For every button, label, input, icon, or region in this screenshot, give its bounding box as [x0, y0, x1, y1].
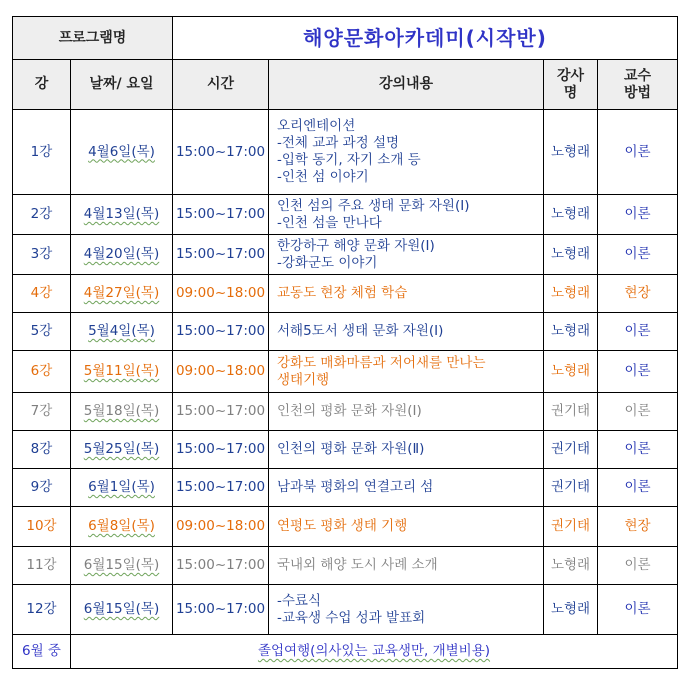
time-cell-text: 15:00~17:00	[175, 143, 266, 160]
instructor-cell-text: 노형래	[550, 363, 591, 379]
header-method: 교수 방법	[598, 60, 678, 110]
content-cell-text: 인천의 평화 문화 자원(Ⅱ)	[277, 441, 425, 457]
instructor-cell	[544, 275, 598, 313]
footer-when: 6월 중	[13, 635, 71, 669]
date-cell	[71, 235, 173, 275]
content-cell-text: 남과북 평화의 연결고리 섬	[277, 479, 434, 495]
table-row	[13, 110, 678, 195]
method-cell-text: 이론	[624, 601, 651, 617]
method-cell	[598, 431, 678, 469]
header-content: 강의내용	[269, 60, 544, 110]
time-cell-text: 09:00~18:00	[175, 285, 266, 301]
session-cell-text: 8강	[30, 441, 53, 457]
table-row	[13, 235, 678, 275]
footer-text	[71, 635, 678, 669]
content-cell-text: 국내외 해양 도시 사례 소개	[277, 557, 438, 573]
content-cell-text: 교동도 현장 체험 학습	[277, 285, 408, 301]
instructor-cell	[544, 469, 598, 507]
method-cell-text: 현장	[624, 518, 651, 534]
method-cell	[598, 469, 678, 507]
instructor-cell	[544, 547, 598, 585]
footer-text-label: 졸업여행(의사있는 교육생만, 개별비용)	[257, 643, 491, 659]
session-cell	[13, 585, 71, 635]
content-cell	[269, 235, 544, 275]
time-cell-text: 15:00~17:00	[175, 206, 266, 222]
content-cell	[269, 313, 544, 351]
method-cell	[598, 547, 678, 585]
session-cell	[13, 275, 71, 313]
program-title: 해양문화아카데미(시작반)	[173, 17, 678, 60]
date-cell	[71, 469, 173, 507]
date-cell	[71, 393, 173, 431]
content-cell	[269, 110, 544, 195]
time-cell	[173, 507, 269, 547]
instructor-cell-text: 노형래	[550, 557, 591, 573]
session-cell-text: 1강	[30, 143, 53, 160]
date-cell-text: 5월25일(목)	[83, 441, 160, 457]
time-cell	[173, 585, 269, 635]
date-cell-text: 5월18일(목)	[83, 403, 160, 419]
method-cell-text: 이론	[624, 441, 651, 457]
time-cell	[173, 195, 269, 235]
method-cell	[598, 507, 678, 547]
table-row	[13, 507, 678, 547]
method-cell-text: 이론	[624, 363, 651, 379]
content-cell	[269, 351, 544, 393]
content-cell-text: 강화도 매화마름과 저어새를 만나는 생태기행	[277, 354, 486, 388]
content-cell-text: 한강하구 해양 문화 자원(Ⅰ) -강화군도 이야기	[277, 237, 435, 271]
time-cell-text: 15:00~17:00	[175, 323, 266, 339]
time-cell	[173, 393, 269, 431]
time-cell-text: 09:00~18:00	[175, 518, 266, 534]
content-cell	[269, 585, 544, 635]
date-cell	[71, 110, 173, 195]
method-cell-text: 이론	[624, 479, 651, 495]
time-cell	[173, 469, 269, 507]
date-cell-text: 4월13일(목)	[83, 206, 160, 222]
time-cell	[173, 351, 269, 393]
header-date: 날짜/ 요일	[71, 60, 173, 110]
table-row	[13, 195, 678, 235]
time-cell-text: 15:00~17:00	[175, 441, 266, 457]
instructor-cell-text: 권기태	[550, 403, 591, 419]
content-cell	[269, 393, 544, 431]
session-cell	[13, 393, 71, 431]
instructor-cell	[544, 110, 598, 195]
session-cell	[13, 431, 71, 469]
header-instructor: 강사 명	[544, 60, 598, 110]
instructor-cell	[544, 313, 598, 351]
session-cell	[13, 235, 71, 275]
date-cell	[71, 585, 173, 635]
instructor-cell-text: 노형래	[550, 246, 591, 262]
time-cell	[173, 547, 269, 585]
method-cell-text: 이론	[624, 557, 651, 573]
session-cell	[13, 110, 71, 195]
table-row	[13, 351, 678, 393]
date-cell	[71, 431, 173, 469]
session-cell-text: 3강	[30, 246, 53, 262]
footer-row	[13, 635, 678, 669]
content-cell	[269, 469, 544, 507]
instructor-cell	[544, 585, 598, 635]
instructor-cell-text: 노형래	[550, 285, 591, 301]
content-cell-text: 인천 섬의 주요 생태 문화 자원(Ⅰ) -인천 섬을 만나다	[277, 197, 470, 231]
instructor-cell-text: 권기태	[550, 479, 591, 495]
session-cell	[13, 469, 71, 507]
program-label: 프로그램명	[13, 17, 173, 60]
instructor-cell	[544, 195, 598, 235]
time-cell-text: 15:00~17:00	[175, 601, 266, 617]
date-cell-text: 4월6일(목)	[88, 143, 155, 160]
session-cell	[13, 507, 71, 547]
method-cell	[598, 393, 678, 431]
method-cell	[598, 585, 678, 635]
time-cell	[173, 431, 269, 469]
session-cell-text: 11강	[26, 557, 57, 573]
date-cell	[71, 313, 173, 351]
time-cell-text: 09:00~18:00	[175, 363, 266, 379]
session-cell-text: 7강	[30, 403, 53, 419]
content-cell-text: 서해5도서 생태 문화 자원(Ⅰ)	[277, 323, 444, 339]
time-cell	[173, 235, 269, 275]
method-cell	[598, 313, 678, 351]
method-cell-text: 이론	[624, 246, 651, 262]
method-cell-text: 현장	[624, 285, 651, 301]
method-cell-text: 이론	[624, 403, 651, 419]
content-cell-text: 오리엔테이션 -전체 교과 과정 설명 -입학 동기, 자기 소개 등 -인천 섬 이야기	[277, 118, 421, 185]
content-cell-text: 연평도 평화 생태 기행	[277, 518, 408, 534]
content-cell	[269, 195, 544, 235]
instructor-cell-text: 노형래	[550, 206, 591, 222]
session-cell	[13, 195, 71, 235]
time-cell	[173, 313, 269, 351]
header-session: 강	[13, 60, 71, 110]
date-cell	[71, 275, 173, 313]
table-row	[13, 393, 678, 431]
session-cell-text: 10강	[26, 518, 57, 534]
time-cell-text: 15:00~17:00	[175, 557, 266, 573]
method-cell-text: 이론	[624, 206, 651, 222]
date-cell-text: 5월4일(목)	[88, 323, 155, 339]
time-cell	[173, 275, 269, 313]
instructor-cell	[544, 351, 598, 393]
date-cell	[71, 507, 173, 547]
date-cell-text: 6월15일(목)	[83, 601, 160, 617]
table-row	[13, 585, 678, 635]
session-cell-text: 4강	[30, 285, 53, 301]
session-cell-text: 12강	[26, 601, 57, 617]
table-row	[13, 313, 678, 351]
session-cell-text: 6강	[30, 363, 53, 379]
table-row	[13, 547, 678, 585]
date-cell-text: 4월20일(목)	[83, 246, 160, 262]
instructor-cell	[544, 431, 598, 469]
time-cell-text: 15:00~17:00	[175, 403, 266, 419]
method-cell	[598, 110, 678, 195]
instructor-cell	[544, 393, 598, 431]
content-cell-text: -수료식 -교육생 수업 성과 발표회	[277, 592, 426, 626]
date-cell-text: 5월11일(목)	[83, 363, 160, 379]
instructor-cell-text: 노형래	[550, 601, 591, 617]
time-cell-text: 15:00~17:00	[175, 246, 266, 262]
time-cell-text: 15:00~17:00	[175, 479, 266, 495]
header-time: 시간	[173, 60, 269, 110]
session-cell-text: 5강	[30, 323, 53, 339]
date-cell-text: 4월27일(목)	[83, 285, 160, 301]
session-cell-text: 9강	[30, 479, 53, 495]
instructor-cell-text: 노형래	[550, 323, 591, 339]
instructor-cell-text: 노형래	[550, 143, 591, 160]
date-cell	[71, 195, 173, 235]
date-cell-text: 6월8일(목)	[88, 518, 155, 534]
session-cell-text: 2강	[30, 206, 53, 222]
session-cell	[13, 547, 71, 585]
instructor-cell	[544, 235, 598, 275]
instructor-cell-text: 권기태	[550, 518, 591, 534]
table-row	[13, 469, 678, 507]
time-cell	[173, 110, 269, 195]
content-cell	[269, 507, 544, 547]
session-cell	[13, 351, 71, 393]
date-cell-text: 6월1일(목)	[88, 479, 155, 495]
method-cell-text: 이론	[624, 143, 651, 160]
content-cell	[269, 275, 544, 313]
date-cell-text: 6월15일(목)	[83, 557, 160, 573]
date-cell	[71, 547, 173, 585]
table-row	[13, 275, 678, 313]
method-cell	[598, 195, 678, 235]
session-cell	[13, 313, 71, 351]
content-cell	[269, 431, 544, 469]
table-row	[13, 431, 678, 469]
method-cell	[598, 275, 678, 313]
content-cell	[269, 547, 544, 585]
instructor-cell	[544, 507, 598, 547]
method-cell-text: 이론	[624, 323, 651, 339]
schedule-table	[12, 16, 678, 669]
content-cell-text: 인천의 평화 문화 자원(Ⅰ)	[277, 403, 422, 419]
method-cell	[598, 235, 678, 275]
instructor-cell-text: 권기태	[550, 441, 591, 457]
date-cell	[71, 351, 173, 393]
method-cell	[598, 351, 678, 393]
